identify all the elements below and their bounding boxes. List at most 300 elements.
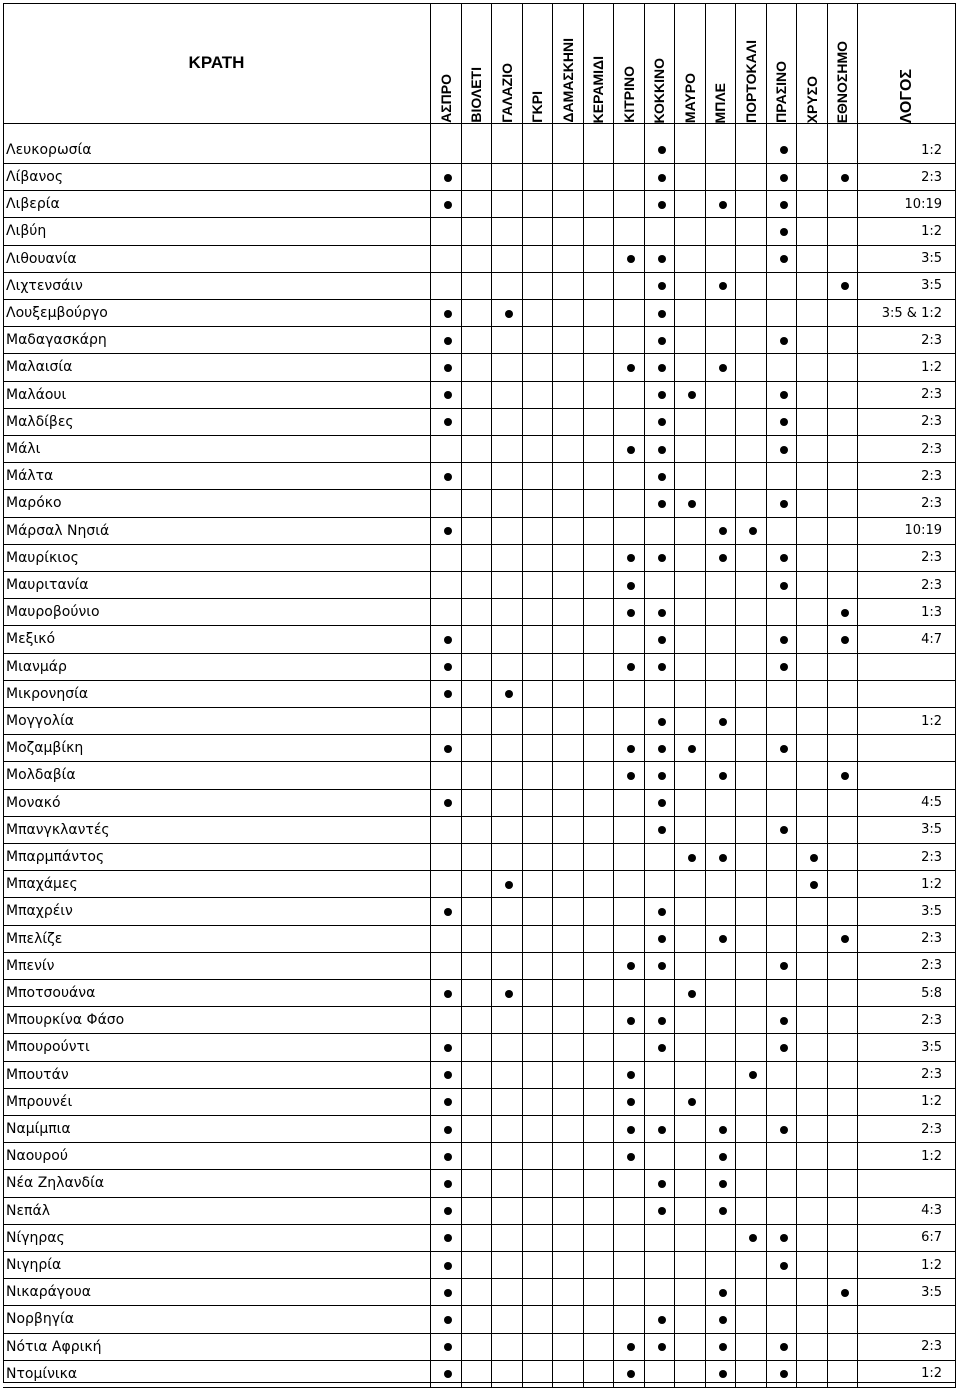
color-cell	[553, 953, 584, 980]
color-cell	[523, 164, 554, 191]
color-cell	[553, 463, 584, 490]
header-color-label: ΓΑΛΑΖΙΟ	[498, 63, 515, 123]
color-cell	[828, 1361, 859, 1388]
color-dot	[810, 854, 818, 862]
color-cell	[828, 300, 859, 327]
color-cell	[797, 762, 828, 789]
color-cell	[523, 572, 554, 599]
country-cell: Μπρουνέι	[3, 1089, 431, 1116]
ratio-cell: 1:3	[858, 599, 956, 626]
color-cell	[767, 300, 798, 327]
color-cell	[828, 1062, 859, 1089]
color-cell	[492, 246, 523, 273]
header-color-10	[736, 3, 767, 124]
color-cell	[584, 1116, 615, 1143]
country-cell: Μπαρμπάντος	[3, 844, 431, 871]
color-dot	[719, 1289, 727, 1297]
color-cell	[767, 980, 798, 1007]
header-color-1	[462, 3, 493, 124]
color-dot	[658, 201, 666, 209]
color-cell	[797, 817, 828, 844]
color-dot	[658, 1316, 666, 1324]
ratio-cell	[858, 654, 956, 681]
color-cell	[462, 164, 493, 191]
color-cell	[828, 1143, 859, 1170]
color-cell	[767, 1279, 798, 1306]
ratio-cell: 3:5 & 1:2	[858, 300, 956, 327]
color-cell	[614, 218, 645, 245]
color-cell	[675, 1334, 706, 1361]
country-cell: Νέα Ζηλανδία	[3, 1170, 431, 1197]
country-cell: Μαλαισία	[3, 354, 431, 381]
ratio-cell: 2:3	[858, 327, 956, 354]
color-cell	[431, 1007, 462, 1034]
header-color-label: ΧΡΥΣΟ	[803, 75, 820, 123]
ratio-cell: 2:3	[858, 463, 956, 490]
color-cell	[706, 1089, 737, 1116]
header-color-label: ΜΑΥΡΟ	[681, 72, 698, 123]
color-cell	[462, 1361, 493, 1388]
color-cell	[492, 926, 523, 953]
country-cell: Μαλάουι	[3, 382, 431, 409]
color-cell	[736, 124, 767, 164]
country-cell: Λιθουανία	[3, 246, 431, 273]
color-cell	[828, 654, 859, 681]
color-cell	[523, 1143, 554, 1170]
color-cell	[797, 300, 828, 327]
color-cell	[431, 844, 462, 871]
country-cell: Μπαχάμες	[3, 871, 431, 898]
color-dot	[719, 1343, 727, 1351]
color-cell	[736, 246, 767, 273]
color-cell	[492, 844, 523, 871]
color-cell	[462, 490, 493, 517]
color-cell	[431, 124, 462, 164]
color-cell	[645, 871, 676, 898]
color-cell	[584, 1198, 615, 1225]
color-cell	[675, 1034, 706, 1061]
color-cell	[553, 681, 584, 708]
country-cell: Μπενίν	[3, 953, 431, 980]
color-cell	[614, 164, 645, 191]
color-cell	[492, 124, 523, 164]
color-cell	[431, 762, 462, 789]
color-cell	[584, 572, 615, 599]
color-cell	[584, 382, 615, 409]
color-cell	[706, 681, 737, 708]
color-cell	[614, 327, 645, 354]
color-cell	[736, 626, 767, 653]
color-cell	[797, 1361, 828, 1388]
color-cell	[462, 124, 493, 164]
color-dot	[658, 310, 666, 318]
color-cell	[431, 926, 462, 953]
color-cell	[614, 382, 645, 409]
color-cell	[675, 1062, 706, 1089]
color-cell	[584, 1334, 615, 1361]
color-cell	[614, 124, 645, 164]
color-cell	[492, 436, 523, 463]
color-cell	[523, 926, 554, 953]
color-cell	[462, 409, 493, 436]
color-cell	[767, 926, 798, 953]
color-dot	[658, 935, 666, 943]
color-dot	[780, 1262, 788, 1270]
color-cell	[523, 817, 554, 844]
color-cell	[523, 354, 554, 381]
color-cell	[736, 599, 767, 626]
color-cell	[553, 980, 584, 1007]
color-cell	[675, 681, 706, 708]
color-dot	[658, 337, 666, 345]
ratio-cell: 2:3	[858, 1116, 956, 1143]
color-dot	[658, 1343, 666, 1351]
color-cell	[736, 1034, 767, 1061]
color-cell	[828, 191, 859, 218]
color-cell	[553, 1252, 584, 1279]
color-cell	[462, 599, 493, 626]
color-cell	[492, 572, 523, 599]
color-cell	[614, 191, 645, 218]
color-cell	[736, 191, 767, 218]
color-cell	[553, 1279, 584, 1306]
color-cell	[584, 354, 615, 381]
ratio-cell: 3:5	[858, 1279, 956, 1306]
color-cell	[553, 191, 584, 218]
color-dot	[658, 446, 666, 454]
color-cell	[797, 124, 828, 164]
color-cell	[706, 1034, 737, 1061]
color-cell	[675, 409, 706, 436]
country-cell: Νορβηγία	[3, 1306, 431, 1333]
country-cell: Μπελίζε	[3, 926, 431, 953]
ratio-cell: 2:3	[858, 1334, 956, 1361]
ratio-cell: 10:19	[858, 518, 956, 545]
color-cell	[462, 354, 493, 381]
color-cell	[736, 409, 767, 436]
color-cell	[675, 218, 706, 245]
color-cell	[553, 1062, 584, 1089]
color-cell	[675, 871, 706, 898]
color-cell	[584, 790, 615, 817]
color-cell	[553, 1007, 584, 1034]
country-cell: Μαλδίβες	[3, 409, 431, 436]
ratio-cell: 1:2	[858, 1361, 956, 1388]
color-cell	[462, 436, 493, 463]
color-cell	[675, 1198, 706, 1225]
color-cell	[736, 735, 767, 762]
color-cell	[797, 790, 828, 817]
color-cell	[736, 164, 767, 191]
color-cell	[675, 654, 706, 681]
color-cell	[584, 1089, 615, 1116]
color-cell	[462, 463, 493, 490]
color-cell	[706, 300, 737, 327]
country-cell: Μπανγκλαντές	[3, 817, 431, 844]
color-cell	[828, 1116, 859, 1143]
country-cell: Μπουρούντι	[3, 1034, 431, 1061]
color-cell	[675, 1007, 706, 1034]
color-cell	[828, 490, 859, 517]
color-dot	[780, 663, 788, 671]
color-cell	[523, 545, 554, 572]
color-cell	[645, 124, 676, 164]
color-cell	[462, 817, 493, 844]
color-cell	[797, 218, 828, 245]
color-cell	[462, 1062, 493, 1089]
color-cell	[767, 898, 798, 925]
color-cell	[645, 980, 676, 1007]
color-dot	[688, 990, 696, 998]
color-dot	[719, 1207, 727, 1215]
color-cell	[553, 354, 584, 381]
color-cell	[706, 626, 737, 653]
color-dot	[719, 1153, 727, 1161]
color-cell	[675, 572, 706, 599]
color-cell	[797, 980, 828, 1007]
color-cell	[584, 681, 615, 708]
color-cell	[523, 463, 554, 490]
color-cell	[584, 708, 615, 735]
color-cell	[645, 218, 676, 245]
color-cell	[797, 599, 828, 626]
color-cell	[553, 762, 584, 789]
header-color-label: ΓΚΡΙ	[529, 91, 546, 123]
color-cell	[706, 980, 737, 1007]
color-cell	[645, 1143, 676, 1170]
color-dot	[505, 310, 513, 318]
ratio-cell	[858, 1306, 956, 1333]
color-cell	[553, 545, 584, 572]
ratio-cell: 1:2	[858, 218, 956, 245]
color-cell	[614, 1034, 645, 1061]
color-cell	[553, 490, 584, 517]
color-cell	[584, 980, 615, 1007]
color-cell	[553, 1334, 584, 1361]
color-cell	[828, 1306, 859, 1333]
color-cell	[584, 926, 615, 953]
color-cell	[828, 409, 859, 436]
color-cell	[462, 790, 493, 817]
header-states	[3, 3, 431, 124]
color-cell	[462, 626, 493, 653]
header-color-label: ΕΘΝΟΣΗΜΟ	[834, 40, 851, 123]
color-cell	[767, 790, 798, 817]
color-cell	[553, 409, 584, 436]
color-cell	[553, 218, 584, 245]
color-cell	[767, 1062, 798, 1089]
color-cell	[797, 1279, 828, 1306]
color-dot	[780, 1126, 788, 1134]
color-cell	[492, 273, 523, 300]
color-cell	[706, 1225, 737, 1252]
color-cell	[431, 871, 462, 898]
header-ratio	[858, 3, 956, 124]
color-cell	[553, 599, 584, 626]
color-cell	[492, 599, 523, 626]
color-cell	[492, 1034, 523, 1061]
color-cell	[614, 300, 645, 327]
color-dot	[658, 636, 666, 644]
header-color-4	[553, 3, 584, 124]
color-cell	[767, 354, 798, 381]
color-cell	[736, 463, 767, 490]
color-cell	[492, 409, 523, 436]
color-cell	[431, 490, 462, 517]
country-cell: Μιανμάρ	[3, 654, 431, 681]
color-cell	[675, 463, 706, 490]
color-cell	[736, 1279, 767, 1306]
color-dot	[780, 391, 788, 399]
ratio-cell: 1:2	[858, 124, 956, 164]
color-cell	[431, 436, 462, 463]
color-cell	[797, 1198, 828, 1225]
color-dot	[658, 1207, 666, 1215]
color-cell	[462, 708, 493, 735]
color-cell	[553, 164, 584, 191]
color-cell	[736, 382, 767, 409]
color-cell	[736, 1007, 767, 1034]
color-cell	[584, 1306, 615, 1333]
color-cell	[736, 926, 767, 953]
ratio-cell: 1:2	[858, 871, 956, 898]
color-cell	[523, 409, 554, 436]
color-cell	[675, 354, 706, 381]
color-cell	[675, 790, 706, 817]
color-cell	[614, 844, 645, 871]
color-dot	[627, 446, 635, 454]
ratio-cell: 2:3	[858, 1062, 956, 1089]
color-cell	[492, 626, 523, 653]
color-cell	[828, 1089, 859, 1116]
country-cell: Μαρόκο	[3, 490, 431, 517]
header-color-2	[492, 3, 523, 124]
color-cell	[523, 1034, 554, 1061]
ratio-cell: 3:5	[858, 898, 956, 925]
color-dot	[780, 201, 788, 209]
color-dot	[780, 228, 788, 236]
color-cell	[614, 790, 645, 817]
header-color-13	[828, 3, 859, 124]
color-cell	[584, 762, 615, 789]
color-dot	[841, 609, 849, 617]
header-color-11	[767, 3, 798, 124]
color-cell	[614, 626, 645, 653]
color-cell	[523, 273, 554, 300]
color-cell	[462, 844, 493, 871]
country-cell: Μαυριτανία	[3, 572, 431, 599]
color-cell	[492, 1279, 523, 1306]
color-cell	[675, 1225, 706, 1252]
color-cell	[645, 518, 676, 545]
color-cell	[553, 382, 584, 409]
ratio-cell: 2:3	[858, 490, 956, 517]
color-cell	[553, 1116, 584, 1143]
color-cell	[736, 1361, 767, 1388]
color-cell	[797, 1306, 828, 1333]
color-cell	[584, 1062, 615, 1089]
header-color-9	[706, 3, 737, 124]
color-cell	[767, 1306, 798, 1333]
color-cell	[462, 1252, 493, 1279]
color-cell	[645, 844, 676, 871]
color-cell	[767, 518, 798, 545]
color-cell	[523, 654, 554, 681]
color-cell	[553, 844, 584, 871]
color-cell	[675, 436, 706, 463]
color-cell	[736, 1170, 767, 1197]
color-cell	[462, 1306, 493, 1333]
country-cell: Μπουρκίνα Φάσο	[3, 1007, 431, 1034]
color-cell	[553, 871, 584, 898]
header-color-6	[614, 3, 645, 124]
country-cell: Μαυροβούνιο	[3, 599, 431, 626]
color-dot	[658, 772, 666, 780]
color-cell	[706, 436, 737, 463]
color-cell	[736, 1116, 767, 1143]
color-cell	[553, 1170, 584, 1197]
color-cell	[462, 1143, 493, 1170]
color-dot	[841, 772, 849, 780]
color-cell	[553, 898, 584, 925]
color-cell	[675, 1143, 706, 1170]
color-cell	[736, 790, 767, 817]
color-cell	[736, 681, 767, 708]
color-cell	[523, 790, 554, 817]
color-cell	[492, 463, 523, 490]
color-dot	[444, 1262, 452, 1270]
color-cell	[828, 1198, 859, 1225]
color-cell	[645, 1089, 676, 1116]
color-cell	[431, 708, 462, 735]
color-cell	[706, 124, 737, 164]
color-dot	[780, 255, 788, 263]
color-cell	[584, 1143, 615, 1170]
country-cell: Μονακό	[3, 790, 431, 817]
color-cell	[736, 273, 767, 300]
color-cell	[462, 1089, 493, 1116]
color-cell	[675, 273, 706, 300]
color-dot	[780, 174, 788, 182]
color-cell	[584, 654, 615, 681]
color-cell	[523, 1252, 554, 1279]
color-cell	[675, 926, 706, 953]
color-cell	[492, 817, 523, 844]
color-cell	[431, 599, 462, 626]
color-cell	[584, 327, 615, 354]
color-cell	[828, 218, 859, 245]
ratio-cell: 10:19	[858, 191, 956, 218]
color-cell	[797, 273, 828, 300]
color-cell	[492, 1306, 523, 1333]
color-cell	[584, 300, 615, 327]
color-cell	[675, 191, 706, 218]
color-cell	[736, 300, 767, 327]
color-cell	[492, 953, 523, 980]
color-cell	[828, 436, 859, 463]
color-cell	[675, 1252, 706, 1279]
color-dot	[841, 1289, 849, 1297]
color-cell	[523, 1361, 554, 1388]
country-cell: Μάλτα	[3, 463, 431, 490]
color-cell	[492, 898, 523, 925]
color-cell	[645, 1361, 676, 1388]
color-cell	[553, 817, 584, 844]
color-cell	[584, 844, 615, 871]
color-cell	[645, 1062, 676, 1089]
country-cell: Ναμίμπια	[3, 1116, 431, 1143]
color-cell	[492, 708, 523, 735]
